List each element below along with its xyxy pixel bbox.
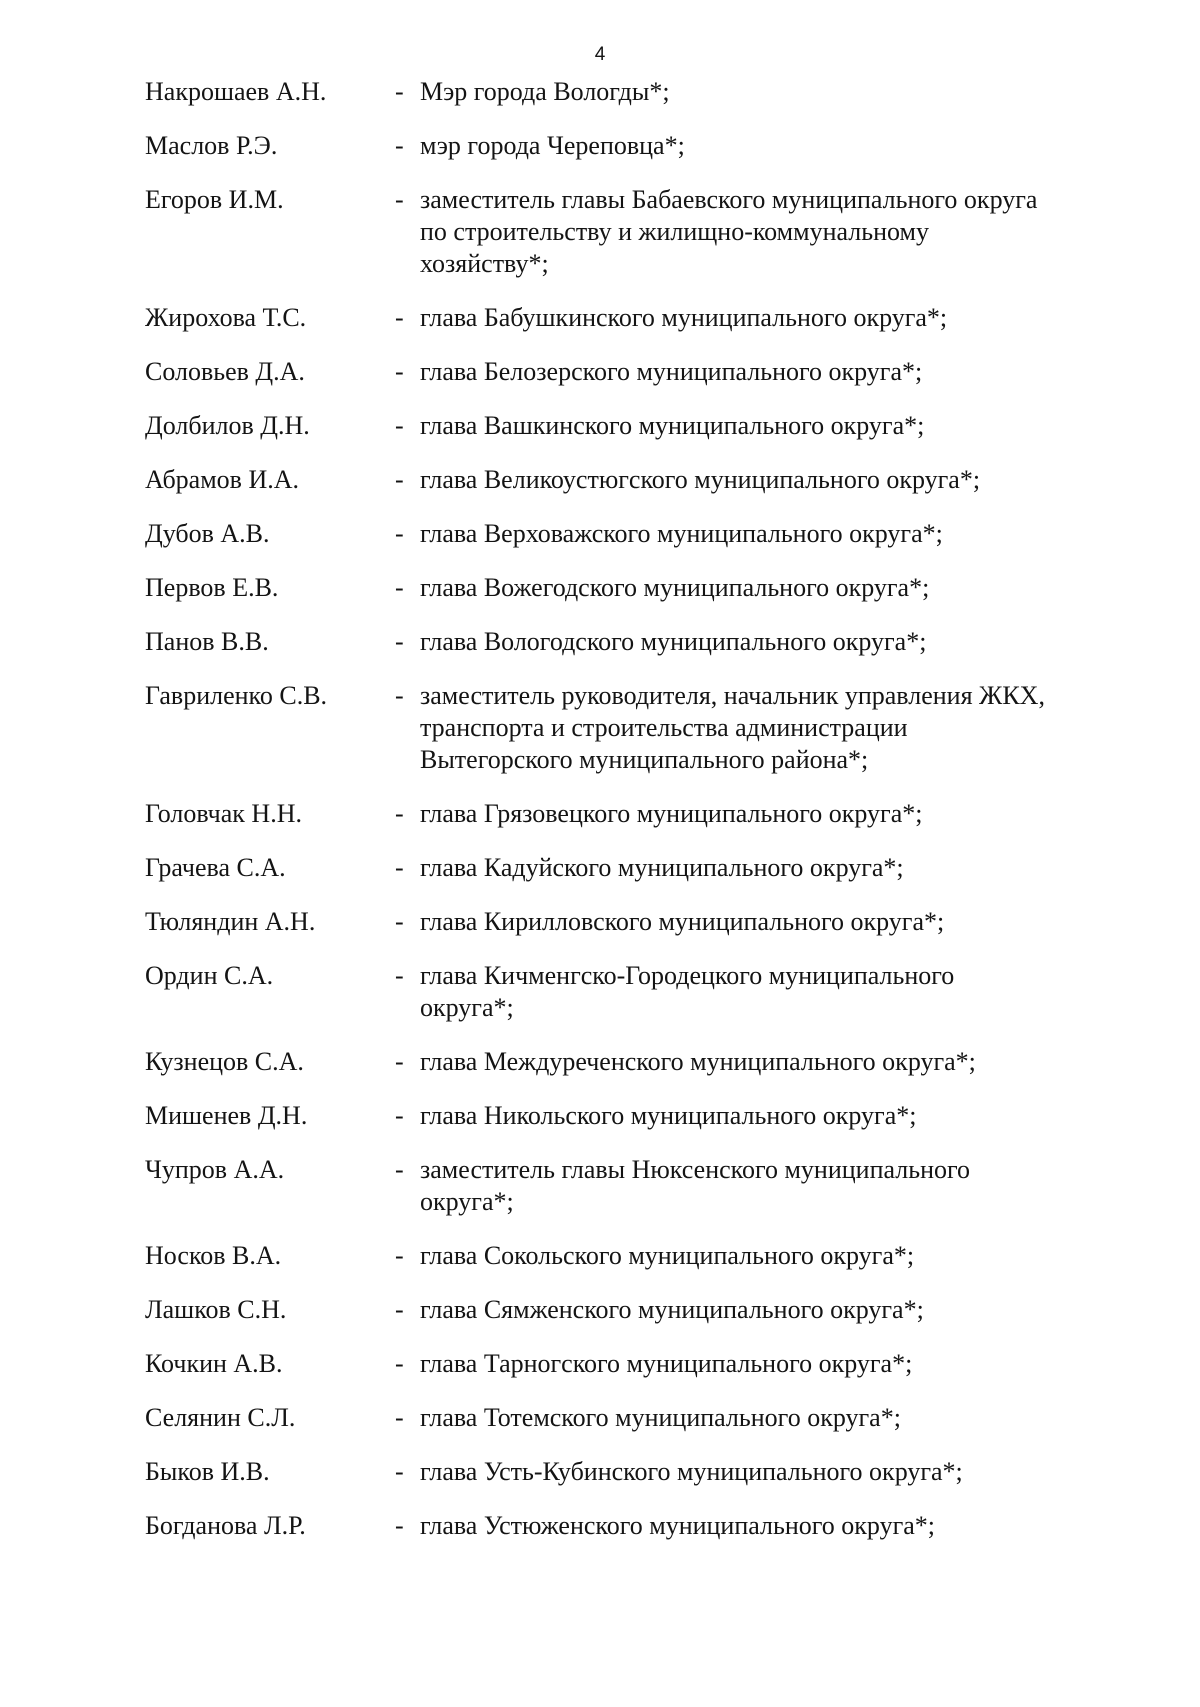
member-position: глава Кадуйского муниципального округа*; [420, 853, 904, 882]
member-position: глава Тарногского муниципального округа*; [420, 1349, 913, 1378]
member-position: глава Сокольского муниципального округа*; [420, 1241, 915, 1270]
member-name: Лашков С.Н. [145, 1295, 287, 1324]
dash-separator: - [395, 465, 404, 494]
list-item [145, 798, 1135, 830]
list-item [145, 1348, 1135, 1380]
dash-separator: - [395, 853, 404, 882]
dash-separator: - [395, 1349, 404, 1378]
list-item [145, 852, 1135, 884]
dash-separator: - [395, 681, 404, 710]
member-position: глава Кирилловского муниципального округа*; [420, 907, 945, 936]
list-item [145, 572, 1135, 604]
dash-separator: - [395, 573, 404, 602]
dash-separator: - [395, 411, 404, 440]
member-name: Жирохова Т.С. [145, 303, 307, 332]
member-position: глава Междуреченского муниципального округа*; [420, 1047, 976, 1076]
member-position: Мэр города Вологды*; [420, 77, 670, 106]
dash-separator: - [395, 303, 404, 332]
dash-separator: - [395, 1155, 404, 1184]
member-name: Кочкин А.В. [145, 1349, 283, 1378]
page-number: 4 [594, 44, 606, 65]
member-name: Грачева С.А. [145, 853, 286, 882]
member-name: Егоров И.М. [145, 185, 284, 214]
dash-separator: - [395, 1101, 404, 1130]
member-name: Дубов А.В. [145, 519, 270, 548]
member-position: глава Бабушкинского муниципального округа*; [420, 303, 948, 332]
member-position: заместитель главы Нюксенского муниципального округа*; [420, 1155, 971, 1216]
dash-separator: - [395, 961, 404, 990]
member-position: мэр города Череповца*; [420, 131, 685, 160]
dash-separator: - [395, 907, 404, 936]
member-name: Накрошаев А.Н. [145, 77, 327, 106]
dash-separator: - [395, 357, 404, 386]
list-item [145, 184, 1135, 280]
member-name: Чупров А.А. [145, 1155, 285, 1184]
member-position: глава Кичменгско-Городецкого муниципального округа*; [420, 961, 955, 1022]
member-name: Мишенев Д.Н. [145, 1101, 308, 1130]
member-name: Быков И.В. [145, 1457, 270, 1486]
dash-separator: - [395, 185, 404, 214]
dash-separator: - [395, 627, 404, 656]
member-name: Абрамов И.А. [145, 465, 300, 494]
member-name: Носков В.А. [145, 1241, 282, 1270]
list-item [145, 464, 1135, 496]
list-item [145, 626, 1135, 658]
member-position: заместитель руководителя, начальник управления ЖКХ, транспорта и строительства администрации Вытегорского муниципального района*; [420, 681, 1045, 774]
list-item [145, 302, 1135, 334]
member-name: Тюляндин А.Н. [145, 907, 316, 936]
dash-separator: - [395, 1295, 404, 1324]
list-item [145, 960, 1135, 1024]
member-name: Соловьев Д.А. [145, 357, 305, 386]
dash-separator: - [395, 1241, 404, 1270]
list-item [145, 76, 1135, 108]
list-item [145, 1510, 1135, 1542]
dash-separator: - [395, 1457, 404, 1486]
member-name: Долбилов Д.Н. [145, 411, 310, 440]
member-name: Головчак Н.Н. [145, 799, 302, 828]
list-item [145, 680, 1135, 776]
member-position: глава Белозерского муниципального округа*; [420, 357, 923, 386]
list-item [145, 1456, 1135, 1488]
list-item [145, 1154, 1135, 1218]
member-position: глава Тотемского муниципального округа*; [420, 1403, 901, 1432]
member-list [145, 76, 1135, 1564]
member-name: Первов Е.В. [145, 573, 279, 602]
list-item [145, 906, 1135, 938]
member-name: Кузнецов С.А. [145, 1047, 304, 1076]
dash-separator: - [395, 77, 404, 106]
member-name: Богданова Л.Р. [145, 1511, 306, 1540]
member-name: Ордин С.А. [145, 961, 274, 990]
member-name: Панов В.В. [145, 627, 269, 656]
list-item [145, 518, 1135, 550]
member-position: глава Великоустюгского муниципального округа*; [420, 465, 981, 494]
member-position: глава Вожегодского муниципального округа*; [420, 573, 930, 602]
dash-separator: - [395, 1047, 404, 1076]
member-position: глава Верховажского муниципального округа*; [420, 519, 943, 548]
list-item [145, 1402, 1135, 1434]
member-position: глава Никольского муниципального округа*; [420, 1101, 917, 1130]
list-item [145, 1240, 1135, 1272]
member-position: глава Усть-Кубинского муниципального округа*; [420, 1457, 963, 1486]
list-item [145, 130, 1135, 162]
member-position: глава Грязовецкого муниципального округа*; [420, 799, 923, 828]
member-position: глава Устюженского муниципального округа*; [420, 1511, 936, 1540]
member-position: глава Сямженского муниципального округа*; [420, 1295, 924, 1324]
member-name: Селянин С.Л. [145, 1403, 296, 1432]
list-item [145, 1100, 1135, 1132]
member-position: глава Вологодского муниципального округа*; [420, 627, 927, 656]
list-item [145, 356, 1135, 388]
member-position: заместитель главы Бабаевского муниципального округа по строительству и жилищно-коммунальному хозяйству*; [420, 185, 1038, 278]
dash-separator: - [395, 131, 404, 160]
member-name: Гавриленко С.В. [145, 681, 328, 710]
list-item [145, 410, 1135, 442]
dash-separator: - [395, 1403, 404, 1432]
dash-separator: - [395, 1511, 404, 1540]
dash-separator: - [395, 799, 404, 828]
member-name: Маслов Р.Э. [145, 131, 278, 160]
list-item [145, 1046, 1135, 1078]
dash-separator: - [395, 519, 404, 548]
list-item [145, 1294, 1135, 1326]
member-position: глава Вашкинского муниципального округа*; [420, 411, 925, 440]
